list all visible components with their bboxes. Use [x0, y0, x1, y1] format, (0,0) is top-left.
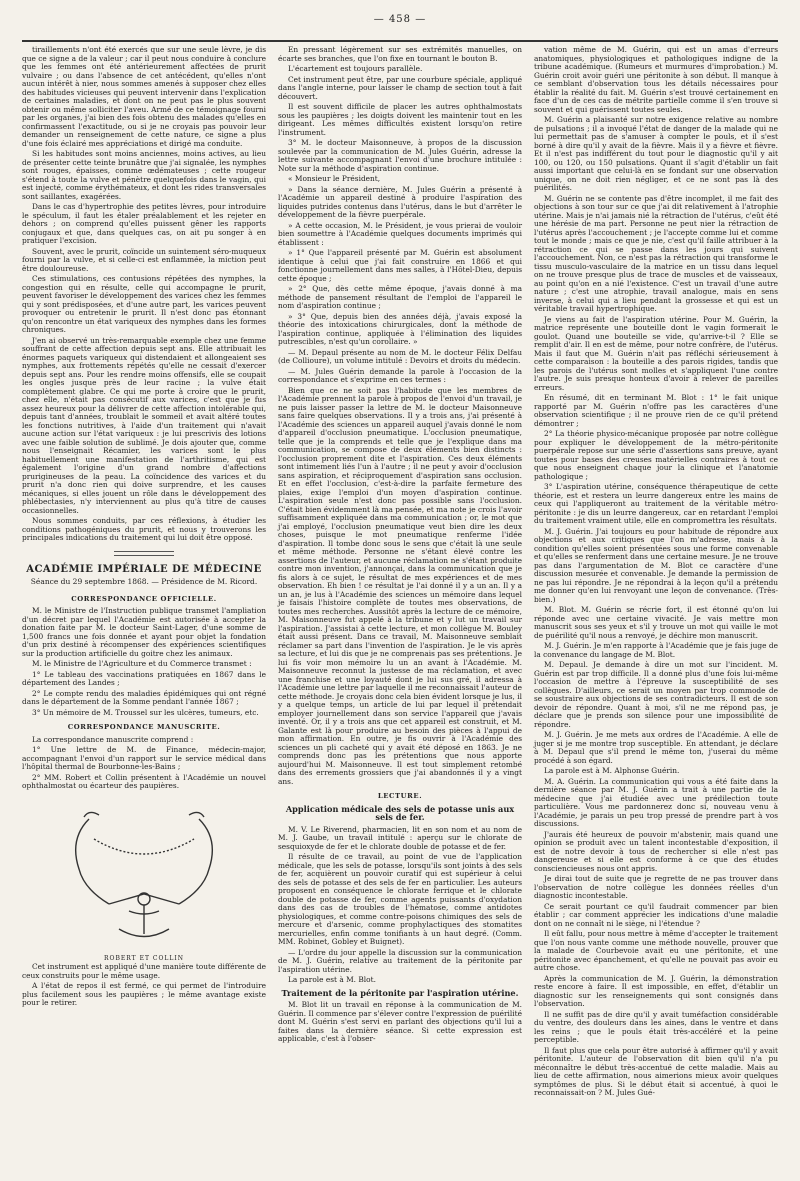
page-number: — 458 —: [373, 14, 427, 25]
paragraph: 2° MM. Robert et Collin présentent à l'Académie un nouvel ophthalmostat ou écarteur des paupières.: [22, 772, 266, 790]
paragraph: M. J. Guérin. Je m'en rapporte à l'Académie que je fais juge de la convenance du langage de M. Blot.: [534, 641, 778, 659]
paragraph: Dans le cas d'hypertrophie des petites lèvres, pour introduire le spéculum, il faut les étaler préalablement et les rejeter en dehors ; on comprend qu'elles puissent gêner les rapports conjugaux et que, dans quelques cas, on ait pu songer à en pratiquer l'excision.: [22, 202, 266, 245]
paragraph: 1° Le tableau des vaccinations pratiquées en 1867 dans le département des Landes ;: [22, 669, 266, 687]
paragraph: M. A. Guérin. La communication qui vous a été faite dans la dernière séance par M. J. Guérin a trait à une partie de la médecine que j'ai étudiée avec une prédilection toute particulière. Vous me pardonnerez donc si, nouveau venu à l'Académie, je parais un peu trop pressé de prendre part à vos discussions.: [534, 776, 778, 828]
column-1: [22, 46, 266, 1100]
official-correspondence-label: CORRESPONDANCE OFFICIELLE.: [71, 594, 217, 603]
paragraph: Cet instrument est appliqué d'une manière toute différente de ceux construits pour le même usage.: [22, 962, 266, 980]
manuscript-correspondence-label: CORRESPONDANCE MANUSCRITE.: [67, 723, 221, 731]
paragraph: M. le Ministre de l'Instruction publique transmet l'ampliation d'un décret par lequel l'Académie est autorisée à accepter la donation faite par M. le docteur Saint-Lager, d'une somme de 1,500 francs une fois donnée et ayant pour objet la fondation d'un prix destiné à récompenser des expériences scientifiques sur la production artificielle du goitre chez les animaux.: [22, 606, 266, 658]
paragraph: J'aurais été heureux de pouvoir m'abstenir, mais quand une opinion se produit avec un talent incontestable d'exposition, il est de notre devoir à tous de rechercher si elle n'est pas dangereuse et si elle est conforme à ce que des études consciencieuses nous ont appris.: [534, 829, 778, 873]
lecture-title: Application médicale des sels de potasse unis aux sels de fer.: [285, 803, 515, 822]
column-2: [278, 46, 522, 1100]
paragraph: 2° Le compte rendu des maladies épidémiques qui ont régné dans le département de la Somme pendant l'année 1867 ;: [22, 688, 266, 706]
paragraph: Si les habitudes sont moins anciennes, moins actives, au lieu de présenter cette teinte brunâtre que j'ai signalée, les nymphes sont rouges, épaisses, comme œdémateuses ; cette rougeur s'étend à toute la vulve et pénètre quelquefois dans le vagin, qui est injecté, comme érythémateux, et dont les rides transversales sont saillantes, exagérées.: [22, 149, 266, 201]
official-correspondence-text: [22, 607, 266, 717]
paragraph: 3° Un mémoire de M. Troussel sur les ulcères, tumeurs, etc.: [32, 707, 259, 717]
ophthalmostat-figure: [22, 799, 266, 949]
lecture-text: [278, 826, 522, 985]
peritonitis-text: [278, 1001, 522, 1044]
paragraph: L'écartement est toujours parallèle.: [288, 64, 423, 73]
paragraph: — L'ordre du jour appelle la discussion sur la communication de M. J. Guérin, relative au traitement de la péritonite par l'aspiration utérine.: [278, 947, 522, 974]
ophthalmostat-illustration: [29, 799, 259, 949]
paragraph: » 1° Que l'appareil présenté par M. Guérin est absolument identique à celui que j'ai fait construire en 1866 et qui fonctionne journellement dans mes salles, à l'Hôtel-Dieu, depuis cette époque ;: [278, 248, 522, 283]
academy-title: ACADÉMIE IMPÉRIALE DE MÉDECINE: [26, 563, 262, 575]
manuscript-correspondence-text: [22, 736, 266, 791]
session-line: Séance du 29 septembre 1868. — Présidence de M. Ricord.: [30, 577, 258, 586]
paragraph: Il eût fallu, pour nous mettre à même d'accepter le traitement que l'on nous vante comme une méthode nouvelle, prouver que la malade de Courbevoie avait eu une péritonite, et une péritonite avec épanchement, et qu'elle ne pouvait pas avoir eu autre chose.: [534, 929, 778, 972]
paragraph: vation même de M. Guérin, qui est un amas d'erreurs anatomiques, physiologiques et pathologiques indigne de la tribune académique. (Rumeurs et murmures d'improbation.) M. Guérin croit avoir guéri une péritonite à son début. Il manque à ce semblant d'observation tous les détails nécessaires pour établir la réalité du fait. M. Guérin s'est trouvé certainement en face d'un de ces cas de métrite partielle comme il s'en trouve si souvent et qui guérissent toutes seules.: [534, 45, 778, 114]
paragraph: En pressant légèrement sur ses extrémités manuelles, on écarte ses branches, que l'on fixe en tournant le bouton B.: [278, 45, 522, 63]
paragraph: 3° L'aspiration utérine, conséquence thérapeutique de cette théorie, est et restera un leurre dangereux entre les mains de ceux qui l'appliqueront au traitement de la véritable métro-péritonite : je dis un leurre dangereux, car en retardant l'emploi du traitement vraiment utile, elle en compromettra les résultats.: [534, 482, 778, 525]
paragraph: Souvent, avec le prurit, coïncide un suintement séro-muqueux fourni par la vulve, et si celle-ci est enflammée, la miction peut être douloureuse.: [22, 246, 266, 273]
column-3: [534, 46, 778, 1100]
paragraph: Je viens au fait de l'aspiration utérine. Pour M. Guérin, la matrice représente une bouteille dont le vagin formerait le goulot. Quand une bouteille se vide, qu'arrive-t-il ? Elle se remplit d'air. Il en est de même, pour notre confrère, de l'utérus. Mais il faut que M. Guérin n'ait pas réfléchi sérieusement à cette comparaison : la bouteille a des parois rigides, tandis que les parois de l'utérus sont molles et s'appliquent l'une contre l'autre. Je suis presque honteux d'avoir à relever de pareilles erreurs.: [534, 314, 778, 392]
column-3-text: [534, 46, 778, 1098]
paragraph: tiraillements n'ont été exercés que sur une seule lèvre, je dis que ce signe a de la valeur ; car il peut nous conduire à conclure que les femmes ont été antérieurement affectées de prurit vulvaire ; ou dans l'absence de cet antécédent, qu'elles n'ont aucun intérêt à nier, nous sommes amenés à supposer chez elles des habitudes vicieuses qui peuvent intervenir dans l'explication de certaines maladies, et dont on ne peut pas le plus souvent obtenir ou même solliciter l'aveu. Armé de ce témoignage fourni par les organes, j'ai bien des fois obtenu des malades qu'elles en confirmassent l'exactitude, ou si je ne croyais pas pouvoir leur demander un renseignement de cette nature, ce signe a plus d'une fois éclairé mes appréciations et dirigé ma conduite.: [22, 45, 266, 148]
page-header: [22, 14, 778, 34]
section-divider: [114, 551, 174, 556]
figure-caption: ROBERT ET COLLIN: [104, 954, 184, 962]
paragraph: M. Depaul. Je demande à dire un mot sur l'incident. M. Guérin est par trop difficile. Il a donné plus d'une fois lui-même l'occasion de mettre à l'épreuve la susceptibilité de ses collègues. D'ailleurs, ce serait un moyen par trop commode de se soustraire aux objections de ses contradicteurs. Il est de son devoir de répondre. Quant à moi, s'il ne me répond pas, je déclare que je prends son silence pour une impossibilité de répondre.: [534, 660, 778, 729]
paragraph: » A cette occasion, M. le Président, je vous prierai de vouloir bien soumettre à l'Académie quelques documents imprimés qui établissent :: [278, 220, 522, 247]
paragraph: » 2° Que, dès cette même époque, j'avais donné à ma méthode de pansement résultant de l'emploi de l'appareil le nom d'aspiration continue ;: [278, 284, 522, 310]
paragraph: J'en ai observé un très-remarquable exemple chez une femme souffrant de cette affection depuis sept ans. Elle attribuait les énormes paquets variqueux qui distendaient et allongeaient ses nymphes, aux frottements répétés qu'elle ne cessait d'exercer depuis sept ans. Pour les rendre moins offensifs, elle se coupait les ongles jusque près de leur racine ; la vulve était complètement glabre. Ce qui me porte à croire que le prurit, chez elle, n'était pas consécutif aux varices, c'est que je fus assez heureux pour la délivrer de cette affection intolérable qui, depuis tant d'années, troublait le sommeil et avait altéré toutes les fonctions nutritives, à l'aide d'un traitement qui n'avait aucune action sur l'état variqueux : je lui prescrivis des lotions avec une faible solution de sublimé. Je dois ajouter que, comme nous l'enseignait Récamier, les varices sont le plus habituellement une manifestation de l'arthritisme, qui est également l'origine d'un grand nombre d'affections prurigineuses de la peau. La coïncidence des varices et du prurit n'a donc rien qui doive surprendre, et les causes mécaniques, si elles jouent un rôle dans le développement des phlébectasies, n'y interviennent au plus qu'à titre de causes occasionnelles.: [22, 335, 266, 515]
paragraph: 3° M. le docteur Maisonneuve, à propos de la discussion soulevée par la communication de M. Jules Guérin, adresse la lettre suivante accompagnant l'envoi d'une brochure intitulée : Note sur la méthode d'aspiration continue.: [278, 138, 522, 173]
paragraph: La correspondance manuscrite comprend :: [32, 734, 194, 744]
paragraph: M. J. Guérin. Je me mets aux ordres de l'Académie. A elle de juger si je me montre trop susceptible. En attendant, je déclare à M. Depaul que s'il prend le même ton, j'userai du même procédé à son égard.: [534, 730, 778, 765]
instrument-description: [22, 963, 266, 1008]
paragraph: A l'état de repos il est fermé, ce qui permet de l'introduire plus facilement sous les paupières ; le même avantage existe pour le retirer.: [22, 981, 266, 1007]
paragraph: Je dirai tout de suite que je regrette de ne pas trouver dans l'observation de notre collègue les données réelles d'un diagnostic incontestable.: [534, 874, 778, 900]
column-1-text: [22, 46, 266, 543]
paragraph: 2° La théorie physico-mécanique proposée par notre collègue pour expliquer le développement de la métro-péritonite puerpérale repose sur une série d'assertions sans preuve, ayant toutes pour bases des creuses matérielles contraires à tout ce que nous enseignent chaque jour la clinique et l'anatomie pathologique ;: [534, 429, 778, 481]
peritonitis-title: Traitement de la péritonite par l'aspiration utérine.: [281, 987, 519, 998]
paragraph: Il résulte de ce travail, au point de vue de l'application médicale, que les sels de potasse, lorsqu'ils sont joints à des sels de fer, acquièrent un pouvoir curatif qui est supérieur à celui des sels de potasse et des sels de fer en particulier. Les auteurs proposent en conséquence le chlorate ferrique et le chlorate double de potasse de fer, comme agents puissants d'oxydation dans des cas de troubles de l'hématose, comme antidotes physiologiques, et comme contre-poisons chimiques des sels de mercure et d'arsenic, comme prophylactiques des stomatites mercurielles, enfin comme tonifiants à un haut degré. (Comm. MM. Robinet, Gobley et Buignet).: [278, 852, 522, 946]
paragraph: — M. Jules Guérin demande la parole à l'occasion de la correspondance et s'exprime en ces termes :: [278, 366, 522, 384]
paragraph: M. V. Le Riverend, pharmacien, lit en son nom et au nom de M. J. Gaube, un travail intitulé : aperçu sur le chlorate de sesquioxyde de fer et le chlorate double de potasse et de fer.: [278, 824, 522, 851]
paragraph: Après la communication de M. J. Guérin, la démonstration reste encore à faire. Il est impossible, en effet, d'établir un diagnostic sur les renseignements qui sont consignés dans l'observation.: [534, 973, 778, 1008]
paragraph: Bien que ce ne soit pas l'habitude que les membres de l'Académie prennent la parole à propos de l'envoi d'un travail, je ne puis laisser passer la lettre de M. le docteur Maisonneuve sans faire quelques observations. Il y a trois ans, j'ai présenté à l'Académie des sciences un appareil auquel j'avais donné le nom d'appareil d'occlusion pneumatique. L'occlusion pneumatique, telle que je la comprends et telle que je l'explique dans ma communication, se compose de deux éléments bien distincts : l'occlusion proprement dite et l'aspiration. Ces deux éléments sont intimement liés l'un à l'autre ; il ne peut y avoir d'occlusion sans aspiration, et réciproquement d'aspiration sans occlusion. Et en effet l'occlusion, c'est-à-dire la parfaite fermeture des plaies, exige l'emploi d'un moyen d'aspiration continue. L'aspiration seule n'est donc pas possible sans l'occlusion. C'était bien évidemment là ma pensée, et ma note je crois l'avoir suffisamment expliquée dans ma communication ; or, le mot que j'ai employé, l'occlusion pneumatique veut bien dire les deux choses, puisque le mot pneumatique renferme l'idée d'aspiration. Il tombe donc sous le sens que c'était là une seule et même méthode. Personne ne s'étant élevé contre les assertions de l'auteur, et aucune réclamation ne s'étant produite contre mon invention, j'annonçai, dans la communication que je fis alors à ce sujet, le résultat de mes expériences et de mes observation. Eh bien ! ce résultat je l'ai donné il y a un an. Il y a un an, je lus à l'Académie des sciences un mémoire dans lequel je faisais l'histoire complète de toutes mes observations, de toutes mes recherches. Aussitôt après la lecture de ce mémoire, M. Maisonneuve fut appelé à la tribune et y lut un travail sur l'aspiration. J'assistai à cette lecture, et mon collègue M. Bouley était aussi présent. Dans ce travail, M. Maisonneuve semblait réclamer sa part dans l'invention de l'aspiration. Je le vis après sa lecture, et lui dis que je ne comprenais pas ses prétentions. Je lui fis voir mon mémoire lu un an avant à l'Académie. M. Maisonneuve reconnut la justesse de ma réclamation, et avec une franchise et une loyauté dont je lui sus gré, il adressa à l'Académie une lettre par laquelle il me reconnaissait l'auteur de cette méthode. Je croyais donc cela bien évident lorsque je lus, il y a quelque temps, un article de lui par lequel il prétendait employer journellement dans son service l'appareil que j'avais inventé. Or, il y a trois ans que cet appareil est construit, et M. Galante est là pour produire au besoin des pièces à l'appui de mon affirmation. En outre, je fis ouvrir à l'Académie des sciences un pli cacheté qui y avait été déposé en 1863. Je ne comprends donc pas les prétentions que nous apporte aujourd'hui M. Maisonneuve. Il est tout simplement retombé dans des errements grossiers que j'ai abandonnés il y a vingt ans.: [278, 385, 522, 786]
paragraph: Ces stimulations, ces contusions répétées des nymphes, la congestion qui en résulte, celle qui accompagne le prurit, peuvent favoriser le développement des varices chez les femmes qui y sont prédisposées, et d'une autre part, les varices peuvent provoquer ou entretenir le prurit. Il n'est donc pas étonnant qu'on rencontre un état variqueux des nymphes dans les formes chroniques.: [22, 274, 266, 334]
paragraph: Nous sommes conduits, par ces réflexions, à étudier les conditions pathogéniques du prurit, et nous y trouverons les principales indications du traitement qui lui doit être opposé.: [22, 516, 266, 542]
paragraph: M. Guérin ne se contente pas d'être incomplet, il me fait des objections à son tour sur ce que j'ai dit relativement à l'atrophie utérine. Mais je n'ai jamais nié la rétraction de l'utérus, c'eût été une hérésie de ma part. Personne ne peut nier la rétraction de l'utérus après l'accouchement ; je l'accepte comme lui et comme tout le monde ; mais ce que je nie, c'est qu'il faille attribuer à la rétraction ce qui se passe dans les jours qui suivent l'accouchement. Non, ce n'est pas la rétraction qui transforme le tissu musculo-vasculaire de la matrice en un tissu dans lequel on ne trouve presque plus de trace de muscles et de vaisseaux, au point qu'on en a nié l'existence. C'est un travail d'une autre nature ; c'est une atrophie, travail analogue, mais en sens inverse, à celui qui a lieu pendant la grossesse et qui est un véritable travail hypertrophique.: [534, 193, 778, 313]
paragraph: » 3° Que, depuis bien des années déjà, j'avais exposé la théorie des intoxications chirurgicales, dont la méthode de l'aspiration continue, appliquée à l'élimination des liquides putrescibles, n'est qu'un corollaire. »: [278, 311, 522, 346]
paragraph: Il ne suffit pas de dire qu'il y avait tuméfaction considérable du ventre, des douleurs dans les aines, dans le ventre et dans les reins ; que le pouls était très-accéléré et la peine perceptible.: [534, 1009, 778, 1044]
column-2-text: [278, 46, 522, 786]
paragraph: En résumé, dit en terminant M. Blot : 1° le fait unique rapporté par M. Guérin n'offre pas les caractères d'une observation scientifique ; il ne prouve rien de ce qu'il prétend démontrer ;: [534, 393, 778, 428]
header-rule: [22, 40, 778, 42]
paragraph: M. Blot lit un travail en réponse à la communication de M. Guérin. Il commence par s'élever contre l'expression de puérilité dont M. Guérin s'est servi en parlant des objections qu'il lui a faites dans la dernière séance. Si cette expression est applicable, c'est à l'obser-: [278, 1000, 522, 1043]
paragraph: M. J. Guérin. J'ai toujours eu pour habitude de répondre aux objections et aux critiques que l'on m'adresse, mais à la condition qu'elles soient présentées sous une forme convenable et qu'elles se renferment dans une certaine mesure. Je ne trouve pas dans l'argumentation de M. Blot ce caractère d'une discussion mesurée et convenable. Je demande la permission de ne pas lui répondre. Je ne répondrai à la leçon qu'il a prétendu me donner qu'en lui renvoyant une leçon de convenance. (Très-bien.): [534, 526, 778, 604]
paragraph: La parole est à M. Blot.: [288, 975, 376, 984]
paragraph: M. le Ministre de l'Agriculture et du Commerce transmet :: [32, 659, 252, 668]
columns: [22, 46, 778, 1100]
paragraph: » Dans la séance dernière, M. Jules Guérin a présenté à l'Académie un appareil destiné à produire l'aspiration des liquides putrides contenus dans l'utérus, dans le but d'arrêter le développement de la fièvre puerpérale.: [278, 184, 522, 219]
paragraph: La parole est à M. Alphonse Guérin.: [544, 766, 680, 775]
paragraph: 1° Une lettre de M. de Finance, médecin-major, accompagnant l'envoi d'un rapport sur le service médical dans l'hôpital thermal de Bourbonne-les-Bains ;: [22, 745, 266, 771]
paragraph: Cet instrument peut être, par une courbure spéciale, appliqué dans l'angle interne, pour laisser le champ de section tout à fait découvert.: [278, 74, 522, 101]
paragraph: — M. Depaul présente au nom de M. le docteur Félix Delfau (de Collioure), un volume intitulé : Devoirs et droits du médecin.: [278, 347, 522, 365]
paragraph: M. Guérin a plaisanté sur notre exigence relative au nombre de pulsations ; il a invoqué l'état de danger de la malade qui ne lui permettait pas de s'amuser à compter le pouls, et il s'est borné à dire qu'il y avait de la fièvre. Mais il y a fièvre et fièvre. Et il n'est pas indifférent du tout pour le diagnostic qu'il y ait 100, ou 120, ou 150 pulsations. Quant il s'agit d'établir un fait aussi important que celui-là en se fondant sur une observation unique, on ne doit rien négliger, et ce ne sont pas là des puérilités.: [534, 115, 778, 192]
paragraph: « Monsieur le Président,: [288, 174, 381, 183]
paragraph: Il faut plus que cela pour être autorisé à affirmer qu'il y avait péritonite. L'auteur de l'observation dit bien qu'il n'a pu méconnaître le début très-accentué de cette maladie. Mais au lieu de cette affirmation, nous aimerions mieux avoir quelques symptômes de plus. Si le début était si accentué, à quoi le reconnaissait-on ? M. Jules Gué-: [534, 1045, 778, 1097]
paragraph: M. Blot. M. Guérin se récrie fort, il est étonné qu'on lui réponde avec une certaine vivacité. Je vais mettre mon manuscrit sous ses yeux et s'il y trouve un mot qui vaille le mot de puérilité qu'il nous a renvoyé, je déchire mon manuscrit.: [534, 605, 778, 640]
lecture-label: LECTURE.: [377, 792, 423, 800]
paragraph: Il est souvent difficile de placer les autres ophthalmostats sous les paupières ; les doigts doivent les maintenir tout en les dirigeant. Les mêmes difficultés existent lorsqu'on retire l'instrument.: [278, 102, 522, 137]
paragraph: Ce serait pourtant ce qu'il faudrait commencer par bien établir ; car comment apprécier les indications d'une maladie dont on ne connaît ni le siège, ni l'étendue ?: [534, 901, 778, 928]
